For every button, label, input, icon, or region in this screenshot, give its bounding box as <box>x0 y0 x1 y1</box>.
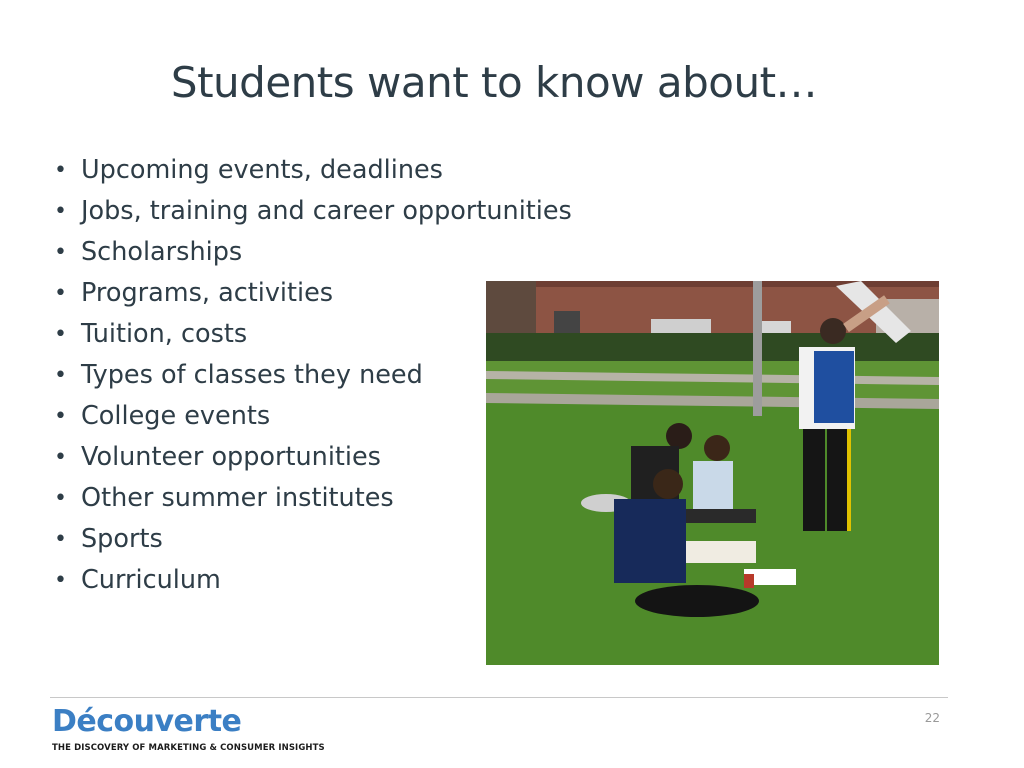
bullet-text: College events <box>81 401 271 431</box>
bullet-text: Jobs, training and career opportunities <box>81 196 572 226</box>
bullet-text: Sports <box>81 524 163 554</box>
bullet-text: Programs, activities <box>81 278 334 308</box>
bullet-dot: • <box>54 281 67 306</box>
bullet-dot: • <box>54 404 67 429</box>
bullet-text: Curriculum <box>81 565 221 595</box>
bullet-dot: • <box>54 158 67 183</box>
bullet-text: Upcoming events, deadlines <box>81 155 443 185</box>
bullet-dot: • <box>54 527 67 552</box>
bullet-text: Types of classes they need <box>81 360 423 390</box>
bullet-item <box>54 191 572 232</box>
slide-title: Students want to know about… <box>170 58 818 107</box>
footer-divider <box>50 697 948 698</box>
bullet-text: Other summer institutes <box>81 483 394 513</box>
bullet-text: Volunteer opportunities <box>81 442 381 472</box>
bullet-item <box>54 150 572 191</box>
bullet-dot: • <box>54 322 67 347</box>
bullet-dot: • <box>54 568 67 593</box>
bullet-dot: • <box>54 199 67 224</box>
bullet-text: Scholarships <box>81 237 243 267</box>
bullet-dot: • <box>54 240 67 265</box>
bullet-dot: • <box>54 445 67 470</box>
page-number: 22 <box>924 711 940 725</box>
bullet-dot: • <box>54 363 67 388</box>
bullet-dot: • <box>54 486 67 511</box>
bullet-item <box>54 232 572 273</box>
bullet-text: Tuition, costs <box>81 319 248 349</box>
decouverte-logo: Découverte <box>52 704 242 739</box>
students-on-lawn-photo <box>486 281 939 665</box>
logo-tagline: THE DISCOVERY OF MARKETING & CONSUMER INSIGHTS <box>52 743 325 753</box>
